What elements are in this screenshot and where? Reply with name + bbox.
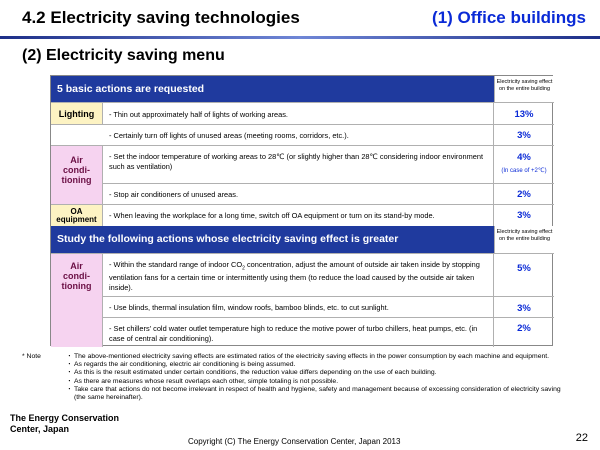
table-row [51,317,554,347]
saving-menu-table [50,75,553,346]
section2-title: Study the following actions whose electricity saving effect is greater [57,233,399,245]
action-text [103,254,494,296]
table-row [51,296,554,317]
footer-copyright: Copyright (C) The Energy Conservation Center, Japan 2013 [188,437,401,446]
menu-title: (2) Electricity saving menu [22,47,225,64]
section1-effect-header: Electricity saving effect on the entire building [494,76,554,102]
note-item: ・ As there are measures whose result overlaps each other, simple totaling is not possible. [66,378,566,386]
effect-value: 5% [517,263,531,274]
category-lighting [51,102,103,124]
effect-value: 3% [517,130,531,141]
category-oa-equipment [51,204,103,226]
category-air-conditioning [51,145,103,204]
action-text: - When leaving the workplace for a long time, switch off OA equipment or turn on its stand-by mode. [103,205,494,226]
table-row [51,204,554,226]
action-text: - Use blinds, thermal insulation film, window roofs, bamboo blinds, etc. to cut sunlight. [103,297,494,317]
table-row [51,102,554,124]
action-text-part: - Within the standard range of indoor CO [109,260,243,269]
section2-effect-header: Electricity saving effect on the entire building [494,226,554,253]
table-row [51,124,554,145]
footer-organization: The Energy Conservation Center, Japan [10,413,120,434]
note-item: ・ As regards the air conditioning, electric air conditioning is being assumed. [66,361,566,369]
table-row [51,253,554,296]
category-air-conditioning-2 [51,253,103,347]
note-item: ・ The above-mentioned electricity saving effects are estimated ratios of the electricity saving effects in the power consumption by each machine and equipment. [66,353,566,361]
effect-value: 13% [514,109,534,120]
category-label: Lighting [58,109,95,119]
effect-value: 3% [517,210,531,221]
action-text: - Set the indoor temperature of working areas to 28℃ (or slightly higher than 28℃ considering indoor environment such as ventilation) [103,146,494,183]
action-text: - Certainly turn off lights of unused areas (meeting rooms, corridors, etc.). [103,125,494,145]
section1-title: 5 basic actions are requested [57,83,205,95]
section2-header [51,226,554,253]
section1-header [51,76,554,102]
subscript-2: 2 [242,265,245,272]
slide-title: 4.2 Electricity saving technologies [22,8,300,27]
effect-cell [494,146,554,183]
header-divider [0,36,600,39]
page-number: 22 [575,432,588,444]
category-label: OA equipment [56,207,97,224]
action-text: - Stop air conditioners of unused areas. [103,184,494,204]
slide-subtitle: (1) Office buildings [432,8,586,27]
action-text-part: concentration, adjust the amount of outside air taken inside by stopping ventilation fans for a certain time or intermittently using them (to reduce the load caused by the outside air taken inside). [109,260,480,293]
action-text: - Set chillers' cold water outlet temperature high to reduce the motive power of turbo chillers, heat pumps, etc. (in case of central air conditioning). [103,318,494,347]
effect-value: 3% [517,303,531,314]
note-label: * Note [22,353,41,360]
note-list [66,353,566,402]
note-item: ・ Take care that actions do not become irrelevant in respect of health and hygiene, safety and management because of excessing consideration of electricity saving (the same hereinafter). [66,386,566,402]
note-item: ・ As this is the result estimated under certain conditions, the reduction value differs depending on the use of each building. [66,369,566,377]
table-row [51,183,554,204]
effect-value: 2% [517,189,531,200]
category-label: Air condi- tioning [61,155,92,185]
effect-value: 4% [517,152,531,163]
slide-header [0,0,600,36]
category-label: Air condi- tioning [61,261,92,291]
effect-note: (In case of +2℃) [501,168,547,174]
effect-value: 2% [517,323,531,334]
action-text: - Thin out approximately half of lights of working areas. [103,103,494,124]
table-row [51,145,554,183]
